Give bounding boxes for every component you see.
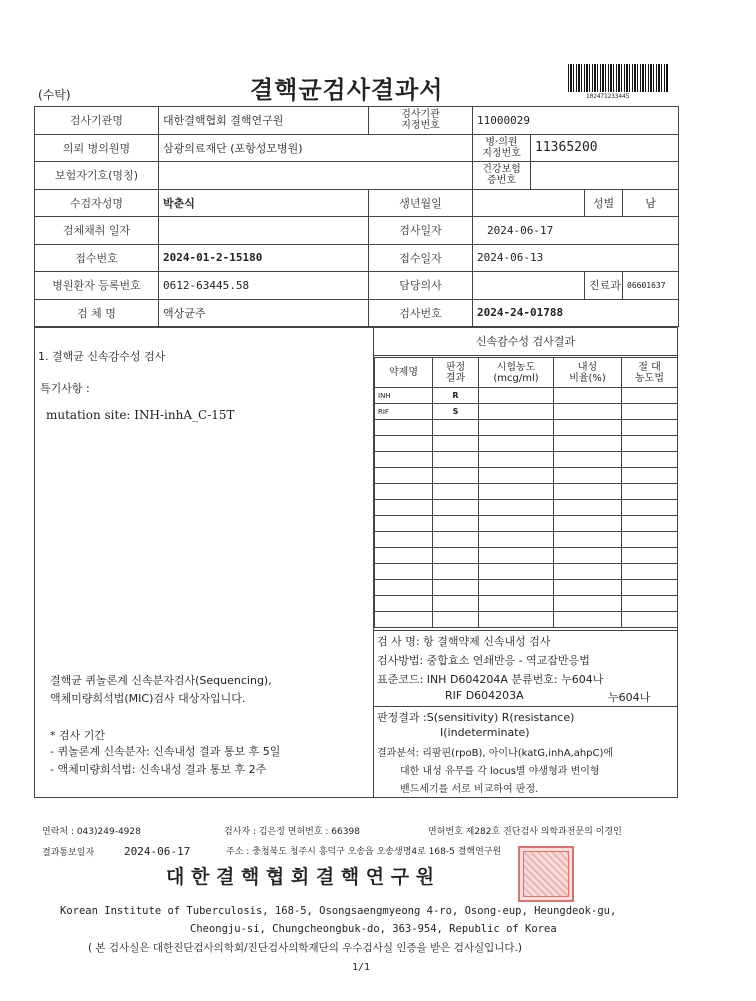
test-name: 1. 결핵균 신속감수성 검사 — [38, 350, 166, 363]
sex-label: 성별 — [585, 189, 623, 217]
results-cell — [554, 388, 622, 404]
analysis-line-1: 결과분석: 리팜핀(rpoB), 아이나(katG,inhA,ahpC)에 — [377, 748, 614, 759]
method-method: 검사방법: 중합효소 연쇄반응 - 역교잡반응법 — [377, 654, 590, 667]
hospital-code-label: 병·의원 지정번호 — [473, 134, 531, 162]
results-cell — [554, 500, 622, 516]
results-cell — [622, 564, 678, 580]
exam-date-value: 2024-06-17 — [473, 217, 679, 245]
results-cell — [375, 548, 433, 564]
results-cell — [622, 516, 678, 532]
results-cell — [433, 516, 479, 532]
health-ins-label: 건강보험 증번호 — [473, 162, 531, 190]
exam-org-label: 검사기관명 — [35, 107, 159, 135]
sex-value: 남 — [623, 189, 679, 217]
results-cell — [554, 612, 622, 628]
receipt-mark: (수탁) — [38, 88, 71, 102]
results-cell — [622, 436, 678, 452]
results-cell — [554, 516, 622, 532]
results-cell — [479, 596, 554, 612]
results-header-cell: 절 대 농도법 — [622, 358, 678, 388]
results-cell — [375, 468, 433, 484]
barcode-number: 102471233445 — [586, 93, 630, 100]
results-cell — [375, 596, 433, 612]
period-line-2: - 액체미량희석법: 신속내성 결과 통보 후 2주 — [50, 763, 267, 776]
results-cell — [433, 500, 479, 516]
method-test-name: 검 사 명: 항 결핵약제 신속내성 검사 — [377, 635, 551, 648]
exam-date-label: 검사일자 — [369, 217, 473, 245]
judgement-divider — [374, 706, 677, 707]
patient-name-label: 수검자성명 — [35, 189, 159, 217]
results-cell — [479, 404, 554, 420]
department-value: 06601637 — [623, 272, 679, 300]
results-cell — [433, 532, 479, 548]
exam-org-value: 대한결핵협회 결핵연구원 — [159, 107, 369, 135]
results-header-cell: 약제명 — [375, 358, 433, 388]
patient-info-table — [34, 106, 679, 327]
sequencing-note-1: 결핵균 퀴놀론계 신속분자검사(Sequencing), — [50, 674, 272, 687]
results-cell — [622, 596, 678, 612]
results-cell — [433, 596, 479, 612]
reception-no-value: 2024-01-2-15180 — [159, 244, 369, 272]
results-cell — [622, 500, 678, 516]
results-cell — [622, 388, 678, 404]
exam-org-code-label: 검사기관 지정번호 — [369, 107, 473, 135]
results-cell — [622, 484, 678, 500]
analysis-line-2: 대한 내성 유무를 각 locus별 야생형과 변이형 — [400, 766, 600, 777]
results-cell — [622, 532, 678, 548]
results-cell — [554, 532, 622, 548]
results-row — [375, 612, 678, 628]
results-cell — [622, 612, 678, 628]
results-cell — [375, 612, 433, 628]
results-cell — [375, 532, 433, 548]
hospital-value: 삼광의료재단 (포항성모병원) — [159, 134, 473, 162]
sequencing-note-2: 액체미량희석법(MIC)검사 대상자입니다. — [50, 692, 246, 705]
results-cell — [375, 484, 433, 500]
results-cell: R — [433, 388, 479, 404]
results-cell — [554, 452, 622, 468]
results-row — [375, 420, 678, 436]
method-code-2: RIF D604203A — [445, 689, 524, 702]
results-row — [375, 548, 678, 564]
contact: 연락처 : 043)249-4928 — [42, 827, 141, 837]
judgement-line-2: I(indeterminate) — [440, 726, 530, 739]
method-divider — [374, 630, 677, 631]
results-cell — [554, 484, 622, 500]
results-row — [375, 388, 678, 404]
results-row — [375, 436, 678, 452]
results-cell — [622, 468, 678, 484]
results-cell — [433, 468, 479, 484]
judgement-line-1: 판정결과 :S(sensitivity) R(resistance) — [377, 711, 575, 724]
results-cell — [622, 452, 678, 468]
results-title: 신속감수성 검사결과 — [374, 328, 677, 356]
institute-name-kr: 대 한 결 핵 협 회 결 핵 연 구 원 — [166, 866, 435, 888]
results-cell — [375, 580, 433, 596]
method-code-1: 표준코드: INH D604204A 분류번호: 누604나 — [377, 673, 604, 686]
mutation-site: mutation site: INH-inhA_C-15T — [46, 408, 235, 422]
method-code-2b: 누604나 — [608, 691, 651, 704]
results-cell — [554, 580, 622, 596]
results-header-cell: 시험농도 (mcg/ml) — [479, 358, 554, 388]
results-cell — [479, 532, 554, 548]
institute-address-en-2: Cheongju-si, Chungcheongbuk-do, 363-954, Republic of Korea — [190, 923, 557, 935]
license: 면허번호 제282호 진단검사 의학과전문의 이경인 — [428, 827, 622, 837]
results-cell — [479, 468, 554, 484]
insurance-label: 보험자기호(명칭) — [35, 162, 159, 190]
health-ins-value — [531, 162, 679, 190]
specimen-label: 검 체 명 — [35, 299, 159, 327]
reception-date-label: 접수일자 — [369, 244, 473, 272]
official-seal-icon — [518, 846, 574, 902]
insurance-value — [159, 162, 473, 190]
susceptibility-table — [374, 357, 678, 628]
results-cell: RIF — [375, 404, 433, 420]
results-cell — [479, 420, 554, 436]
exam-org-code-value: 11000029 — [473, 107, 679, 135]
results-cell — [554, 468, 622, 484]
birth-value — [473, 189, 585, 217]
institute-address-en-1: Korean Institute of Tuberculosis, 168-5, Osongsaengmyeong 4-ro, Osong-eup, Heungdeok-gu, — [60, 905, 617, 917]
results-row — [375, 468, 678, 484]
results-header-row — [375, 358, 678, 388]
results-cell — [554, 436, 622, 452]
examiner: 검사자 : 김은정 면허번호 : 66398 — [224, 827, 360, 837]
results-cell — [479, 436, 554, 452]
results-cell — [375, 500, 433, 516]
results-cell — [554, 548, 622, 564]
results-row — [375, 564, 678, 580]
patient-name-value: 박춘식 — [159, 189, 369, 217]
hospital-label: 의뢰 병의원명 — [35, 134, 159, 162]
results-cell — [554, 404, 622, 420]
results-cell — [554, 564, 622, 580]
results-cell — [375, 564, 433, 580]
results-cell — [375, 516, 433, 532]
specimen-value: 액상균주 — [159, 299, 369, 327]
results-cell — [479, 388, 554, 404]
document-title: 결핵균검사결과서 — [250, 75, 444, 104]
results-cell: INH — [375, 388, 433, 404]
results-cell — [375, 436, 433, 452]
exam-no-value: 2024-24-01788 — [473, 299, 679, 327]
results-cell — [479, 564, 554, 580]
results-cell: S — [433, 404, 479, 420]
report-date: 2024-06-17 — [124, 845, 191, 858]
results-cell — [433, 436, 479, 452]
results-cell — [375, 420, 433, 436]
results-cell — [479, 516, 554, 532]
collect-date-label: 검체채취 일자 — [35, 217, 159, 245]
certification-note: ( 본 검사실은 대한진단검사의학회/진단검사의학재단의 우수검사실 인증을 받은 검사실입니다.) — [88, 942, 523, 954]
results-cell — [622, 548, 678, 564]
barcode-image — [568, 64, 668, 92]
patient-reg-label: 병원환자 등록번호 — [35, 272, 159, 300]
results-cell — [479, 580, 554, 596]
results-header-cell: 내성 비율(%) — [554, 358, 622, 388]
address: 주소 : 충청북도 청주시 흥덕구 오송읍 오송생명4로 168-5 결핵연구원 — [226, 847, 502, 857]
department-label: 진료과 — [585, 272, 623, 300]
reception-date-value: 2024-06-13 — [473, 244, 679, 272]
results-cell — [479, 548, 554, 564]
patient-reg-value: 0612-63445.58 — [159, 272, 369, 300]
results-row — [375, 532, 678, 548]
results-cell — [479, 500, 554, 516]
results-cell — [622, 404, 678, 420]
results-cell — [433, 420, 479, 436]
results-cell — [433, 580, 479, 596]
results-cell — [433, 612, 479, 628]
results-cell — [554, 420, 622, 436]
collect-date-value — [159, 217, 369, 245]
results-row — [375, 500, 678, 516]
results-cell — [554, 596, 622, 612]
results-cell — [433, 484, 479, 500]
results-row — [375, 580, 678, 596]
hospital-code-value: 11365200 — [531, 134, 679, 162]
doctor-value — [473, 272, 585, 300]
remarks-label: 특기사항 : — [40, 382, 90, 395]
page-number: 1/1 — [352, 962, 371, 973]
results-row — [375, 596, 678, 612]
analysis-line-3: 밴드세기를 서로 비교하여 판정. — [400, 784, 539, 795]
results-cell — [375, 452, 433, 468]
exam-no-label: 검사번호 — [369, 299, 473, 327]
results-cell — [622, 420, 678, 436]
doctor-label: 담당의사 — [369, 272, 473, 300]
report-date-label: 결과통보일자 — [42, 848, 95, 858]
results-cell — [433, 452, 479, 468]
reception-no-label: 접수번호 — [35, 244, 159, 272]
results-row — [375, 452, 678, 468]
results-row — [375, 404, 678, 420]
results-cell — [479, 612, 554, 628]
period-title: * 검사 기간 — [50, 729, 105, 742]
results-row — [375, 484, 678, 500]
results-cell — [433, 548, 479, 564]
results-cell — [433, 564, 479, 580]
period-line-1: - 퀴놀론계 신속분자: 신속내성 결과 통보 후 5일 — [50, 745, 281, 758]
results-row — [375, 516, 678, 532]
birth-label: 생년월일 — [369, 189, 473, 217]
results-cell — [479, 452, 554, 468]
results-header-cell: 판정 결과 — [433, 358, 479, 388]
results-cell — [622, 580, 678, 596]
results-cell — [479, 484, 554, 500]
